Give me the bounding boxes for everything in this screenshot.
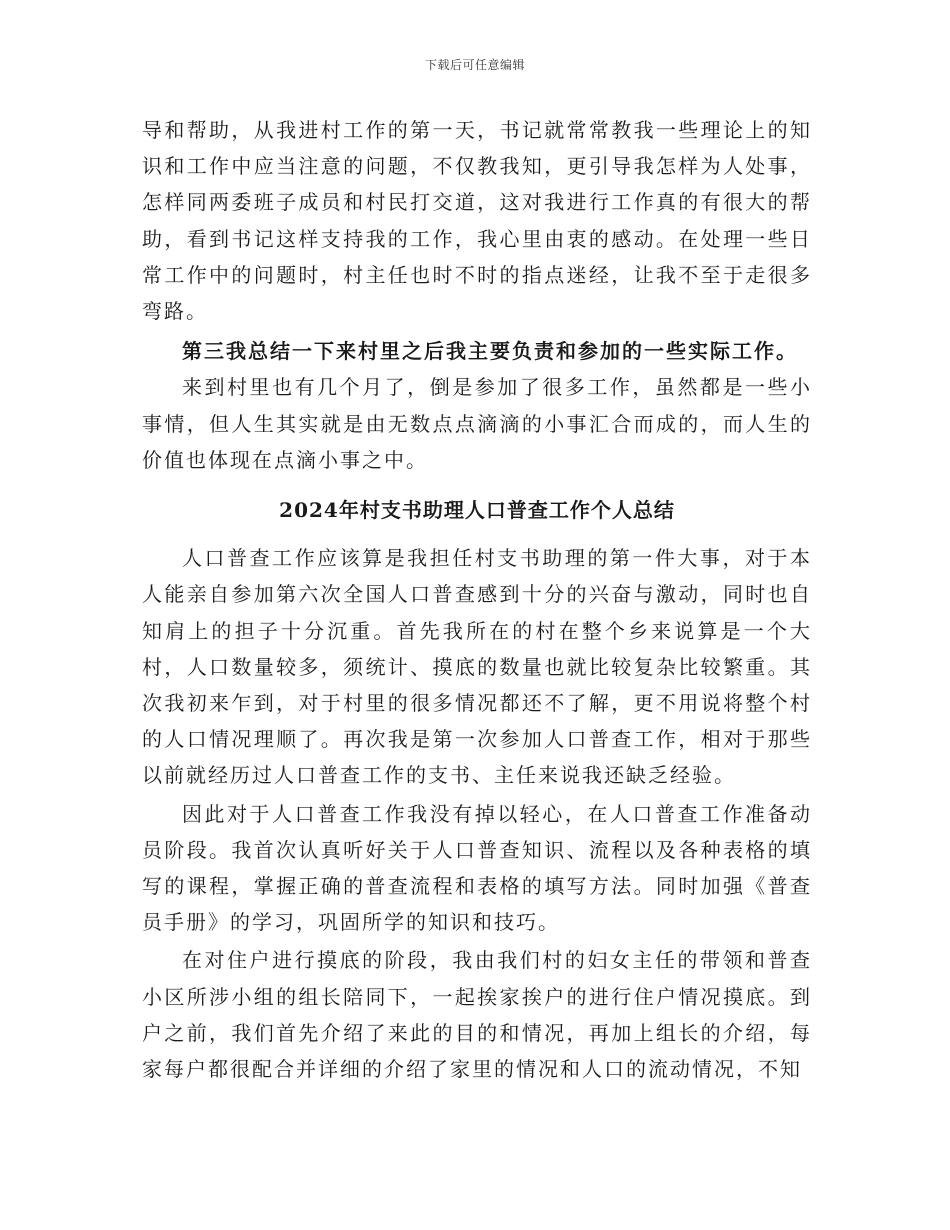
paragraph-work-overview: 来到村里也有几个月了，倒是参加了很多工作，虽然都是一些小事情，但人生其实就是由无数点点滴滴的小事汇合而成的，而人生的价值也体现在点滴小事之中。 [142, 375, 812, 472]
paragraph-continued: 导和帮助，从我进村工作的第一天，书记就常常教我一些理论上的知识和工作中应当注意的问题，不仅教我知，更引导我怎样为人处事，怎样同两委班子成员和村民打交道，这对我进行工作真的有很大的帮助，看到书记这样支持我的工作，我心里由衷的感动。在处理一些日常工作中的问题时，村主任也时不时的指点迷经，让我不至于走很多弯路。 [142, 118, 812, 324]
paragraph-census-intro: 人口普查工作应该算是我担任村支书助理的第一件大事，对于本人能亲自参加第六次全国人口普查感到十分的兴奋与激动，同时也自知肩上的担子十分沉重。首先我所在的村在整个乡来说算是一个大村，人口数量较多，须统计、摸底的数量也就比较复杂比较繁重。其次我初来乍到，对于村里的很多情况都还不了解，更不用说将整个村的人口情况理顺了。再次我是第一次参加人口普查工作，相对于那些以前就经历过人口普查工作的支书、主任来说我还缺乏经验。 [142, 546, 812, 788]
paragraph-census-preparation: 因此对于人口普查工作我没有掉以轻心，在人口普查工作准备动员阶段。我首次认真听好关于人口普查知识、流程以及各种表格的填写的课程，掌握正确的普查流程和表格的填写方法。同时加强《普查员手册》的学习，巩固所学的知识和技巧。 [142, 801, 812, 935]
document-body [142, 112, 812, 1087]
bold-summary-line: 第三我总结一下来村里之后我主要负责和参加的一些实际工作。 [182, 339, 798, 364]
section-title: 2024年村支书助理人口普查工作个人总结 [279, 498, 675, 523]
paragraph-household-survey: 在对住户进行摸底的阶段，我由我们村的妇女主任的带领和普查小区所涉小组的组长陪同下，一起挨家挨户的进行住户情况摸底。到户之前，我们首先介绍了来此的目的和情况，再加上组长的介绍，每家每户都很配合并详细的介绍了家里的情况和人口的流动情况，不知 [142, 948, 812, 1082]
page-header-note: 下载后可任意编辑 [424, 58, 525, 72]
